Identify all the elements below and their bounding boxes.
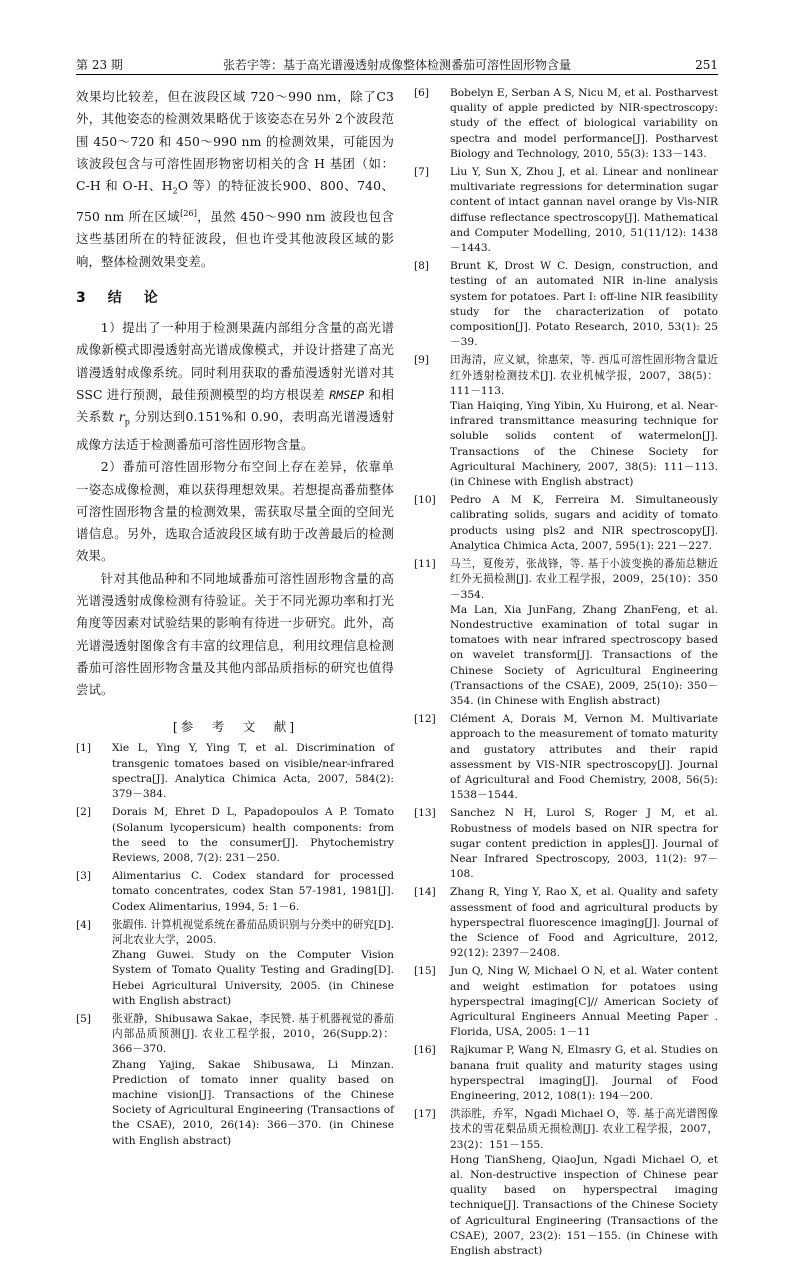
- page-number: 251: [695, 58, 718, 72]
- reference-text: Brunt K, Drost W C. Design, construction, and testing of an automated NIR in-line analysis system for potatoes. Part I: off-line NIR feasibility study for the characterization of potato composition[J]. Potato Research, 2010, 53(1): 25－39.: [450, 260, 718, 349]
- reference-number: [10]: [414, 494, 436, 507]
- reference-text: Bobelyn E, Serban A S, Nicu M, et al. Postharvest quality of apple predicted by NIR-spectroscopy: study of the effect of biological variability on spectra and model performance[J]. Postharvest Biology and Technology, 2010, 55(3): 133－143.: [450, 87, 718, 160]
- reference-list-right: [414, 86, 718, 1259]
- reference-text: Clément A, Dorais M, Vernon M. Multivariate approach to the measurement of tomato maturity and gustatory attributes and their rapid assessment by VIS-NIR spectroscopy[J]. Journal of Agricultural and Food Chemistry, 2008, 56(5): 1538－1544.: [450, 713, 718, 802]
- reference-item: [414, 885, 718, 961]
- reference-english-text: Tian Haiqing, Ying Yibin, Xu Huirong, et al. Near-infrared transmittance measuring technique for soluble solids content of watermelon[J]. Transactions of the Chinese Society for Agricultural Machinery, 2007, 38(5): 111－113. (in Chinese with English abstract): [450, 400, 718, 489]
- reference-number: [3]: [76, 870, 92, 883]
- issue-number: 第 23 期: [76, 58, 123, 72]
- reference-number: [8]: [414, 260, 430, 273]
- reference-list-left: [76, 741, 394, 1148]
- reference-text: Xie L, Ying Y, Ying T, et al. Discrimination of transgenic tomatoes based on visible/near-infrared spectra[J]. Analytica Chimica Acta, 2007, 584(2): 379－384.: [112, 742, 394, 801]
- reference-item: [414, 806, 718, 882]
- reference-english-text: Ma Lan, Xia JunFang, Zhang ZhanFeng, et al. Nondestructive examination of total sugar in tomatoes with near infrared spectroscopy based on wavelet transform[J]. Transactions of the Chinese Society of Agricultural Engineering (Transactions of the CSAE), 2009, 25(10): 350－354. (in Chinese with English abstract): [450, 603, 718, 707]
- running-header: [76, 50, 718, 75]
- reference-number: [15]: [414, 965, 436, 978]
- conclusion-paragraph-2: 2）番茄可溶性固形物分布空间上存在差异，依靠单一姿态成像检测，难以获得理想效果。若想提高番茄整体可溶性固形物含量的检测效果，需获取尽量全面的空间光谱信息。另外，选取合适波段区域有助于改善最后的检测效果。: [76, 459, 394, 564]
- reference-number: [16]: [414, 1044, 436, 1057]
- reference-english-text: Zhang Guwei. Study on the Computer Vision System of Tomato Quality Testing and Grading[D]. Hebei Agricultural University, 2005. (in Chinese with English abstract): [112, 949, 394, 1007]
- reference-english-text: Zhang Yajing, Sakae Shibusawa, Li Minzan. Prediction of tomato inner quality based on machine vision[J]. Transactions of the Chinese Society of Agricultural Engineering (Transactions of the CSAE), 2010, 26(14): 366－370. (in Chinese with English abstract): [112, 1058, 394, 1147]
- reference-text: Jun Q, Ning W, Michael O N, et al. Water content and weight estimation for potatoes using hyperspectral imaging[C]// American Society of Agricultural Engineers Annual Meeting Paper . Florida, USA, 2005: 1－11: [450, 965, 718, 1039]
- reference-item: [76, 918, 394, 1009]
- reference-item: [76, 741, 394, 802]
- reference-number: [12]: [414, 713, 436, 726]
- reference-number: [14]: [414, 886, 436, 899]
- reference-text: Alimentarius C. Codex standard for processed tomato concentrates, codex Stan 57-1981, 1981[J]. Codex Alimentarius, 1994, 5: 1－6.: [112, 870, 394, 913]
- reference-number: [5]: [76, 1012, 92, 1025]
- reference-text: 张嘏伟. 计算机视觉系统在番茄品质识别与分类中的研究[D]. 河北农业大学，2005. Zhang Guwei. Study on the Computer Vision System of Tomato Quality Testing and Grading[D]. Hebei Agricultural University, 2005. (in Chinese with English abstract): [112, 918, 394, 1009]
- reference-item: [76, 869, 394, 915]
- reference-number: [9]: [414, 354, 430, 367]
- reference-item: [414, 353, 718, 490]
- reference-number: [2]: [76, 806, 92, 819]
- reference-text: 田海清，应义斌，徐惠荣，等. 西瓜可溶性固形物含量近红外透射检测技术[J]. 农业机械学报，2007，38(5)：111－113. Tian Haiqing, Ying Yibin, Xu Huirong, et al. Near-infrared transmittance measuring technique for soluble solids content of watermelon[J]. Transactions of the Chinese Society for Agricultural Machinery, 2007, 38(5): 111－113. (in Chinese with English abstract): [450, 353, 718, 490]
- reference-text: Pedro A M K, Ferreira M. Simultaneously calibrating solids, sugars and acidity of tomato products using pls2 and NIR spectroscopy[J]. Analytica Chimica Acta, 2007, 595(1): 221－227.: [450, 494, 718, 552]
- reference-number: [6]: [414, 87, 430, 99]
- reference-number: [4]: [76, 918, 92, 931]
- reference-item: [414, 712, 718, 803]
- reference-item: [414, 493, 718, 554]
- reference-text: 洪添胜，乔军，Ngadi Michael O，等. 基于高光谱图像技术的雪花梨品质无损检测[J]. 农业工程学报，2007，23(2)：151－155. Hong TianSheng, QiaoJun, Ngadi Michael O, et al. Non-destructive inspection of Chinese pear quality based on hyperspectral imaging technique[J]. Transactions of the Chinese Society of Agricultural Engineering (Transactions of the CSAE), 2007, 23(2): 151－155. (in Chinese with English abstract): [450, 1107, 718, 1259]
- section-title-conclusion: 3 结 论: [76, 289, 162, 306]
- reference-item: [76, 1012, 394, 1149]
- left-column: [76, 86, 394, 1152]
- conclusion-paragraph-3: 针对其他品种和不同地域番茄可溶性固形物含量的高光谱漫透射成像检测有待验证。关于不同光源功率和打光角度等因素对试验结果的影响有待进一步研究。此外，高光谱漫透射图像含有丰富的纹理信息，利用纹理信息检测番茄可溶性固形物含量及其他内部品质指标的研究也值得尝试。: [76, 570, 394, 698]
- reference-number: [17]: [414, 1108, 436, 1121]
- reference-english-text: Hong TianSheng, QiaoJun, Ngadi Michael O, et al. Non-destructive inspection of Chinese pear quality based on hyperspectral imaging technique[J]. Transactions of the Chinese Society of Agricultural Engineering (Transactions of the CSAE), 2007, 23(2): 151－155. (in Chinese with English abstract): [450, 1153, 718, 1258]
- reference-text: 马兰，夏俊芳，张战锋，等. 基于小波变换的番茄总糖近红外无损检测[J]. 农业工程学报，2009，25(10)：350－354. Ma Lan, Xia JunFang, Zhang ZhanFeng, et al. Nondestructive examination of total sugar in tomatoes with near infrared spectroscopy based on wavelet transform[J]. Transactions of the Chinese Society of Agricultural Engineering (Transactions of the CSAE), 2009, 25(10): 350－354. (in Chinese with English abstract): [450, 557, 718, 709]
- reference-text: Zhang R, Ying Y, Rao X, et al. Quality and safety assessment of food and agricultural products by hyperspectral fluorescence imaging[J]. Journal of the Science of Food and Agriculture, 2012, 92(12): 2397－2408.: [450, 886, 718, 960]
- reference-item: [414, 1043, 718, 1104]
- reference-number: [11]: [414, 558, 436, 571]
- paragraph-continued: 效果均比较差，但在波段区域 720～990 nm，除了C3 外，其他姿态的检测效果略优于该姿态在另外 2个波段范围 450～720 和 450～990 nm 的检测效果，可能因为该波段包含与可溶性固形物密切相关的含 H 基团（如：C-H 和 O-H、$H_2O$ 等）的特征波长900、800、740、750 nm 所在区域[26]，虽然 450～990 nm 波段也包含这些基团所在的特征波段，但也许受其他波段区域的影响，整体检测效果变差。: [76, 89, 394, 269]
- reference-text: Liu Y, Sun X, Zhou J, et al. Linear and nonlinear multivariate regressions for determination sugar content of intact gannan navel orange by Vis-NIR diffuse reflectance spectroscopy[J]. Mathematical and Computer Modelling, 2010, 51(11/12): 1438－1443.: [450, 166, 718, 255]
- reference-item: [414, 165, 718, 256]
- reference-item: [414, 86, 718, 162]
- running-title: 张若宇等：基于高光谱漫透射成像整体检测番茄可溶性固形物含量: [222, 58, 571, 72]
- right-column: [414, 86, 718, 1262]
- reference-item: [414, 1107, 718, 1259]
- reference-text: Sanchez N H, Lurol S, Roger J M, et al. Robustness of models based on NIR spectra for sugar content prediction in apples[J]. Journal of Near Infrared Spectroscopy, 2003, 11(2): 97－108.: [450, 807, 718, 881]
- reference-number: [7]: [414, 166, 430, 179]
- reference-text: 张亚静，Shibusawa Sakae，李民赞. 基于机器视觉的番茄内部品质预测[J]. 农业工程学报，2010，26(Supp.2)：366－370. Zhang Yajing, Sakae Shibusawa, Li Minzan. Prediction of tomato inner quality based on machine vision[J]. Transactions of the Chinese Society of Agricultural Engineering (Transactions of the CSAE), 2010, 26(14): 366－370. (in Chinese with English abstract): [112, 1012, 394, 1149]
- conclusion-paragraph-1: 1）提出了一种用于检测果蔬内部组分含量的高光谱成像新模式即漫透射高光谱成像模式，并设计搭建了高光谱漫透射成像系统。同时利用获取的番茄漫透射光谱对其 SSC 进行预测，最佳预测模型的均方根误差 RMSEP 和相关系数 $r_p$ 分别达到0.151%和 0.90，表明高光谱漫透射成像方法适于检测番茄可溶性固形物含量。: [76, 319, 395, 452]
- reference-item: [414, 557, 718, 709]
- reference-item: [414, 259, 718, 350]
- references-heading: [参 考 文 献]: [172, 719, 298, 735]
- reference-number: [13]: [414, 807, 436, 820]
- reference-number: [1]: [76, 742, 92, 755]
- reference-text: Dorais M, Ehret D L, Papadopoulos A P. Tomato (Solanum lycopersicum) health components: from the seed to the consumer[J]. Phytochemistry Reviews, 2008, 7(2): 231－250.: [112, 806, 394, 864]
- reference-item: [414, 964, 718, 1040]
- reference-text: Rajkumar P, Wang N, Elmasry G, et al. Studies on banana fruit quality and maturity stages using hyperspectral imaging[J]. Journal of Food Engineering, 2012, 108(1): 194－200.: [450, 1044, 718, 1102]
- reference-item: [76, 805, 394, 866]
